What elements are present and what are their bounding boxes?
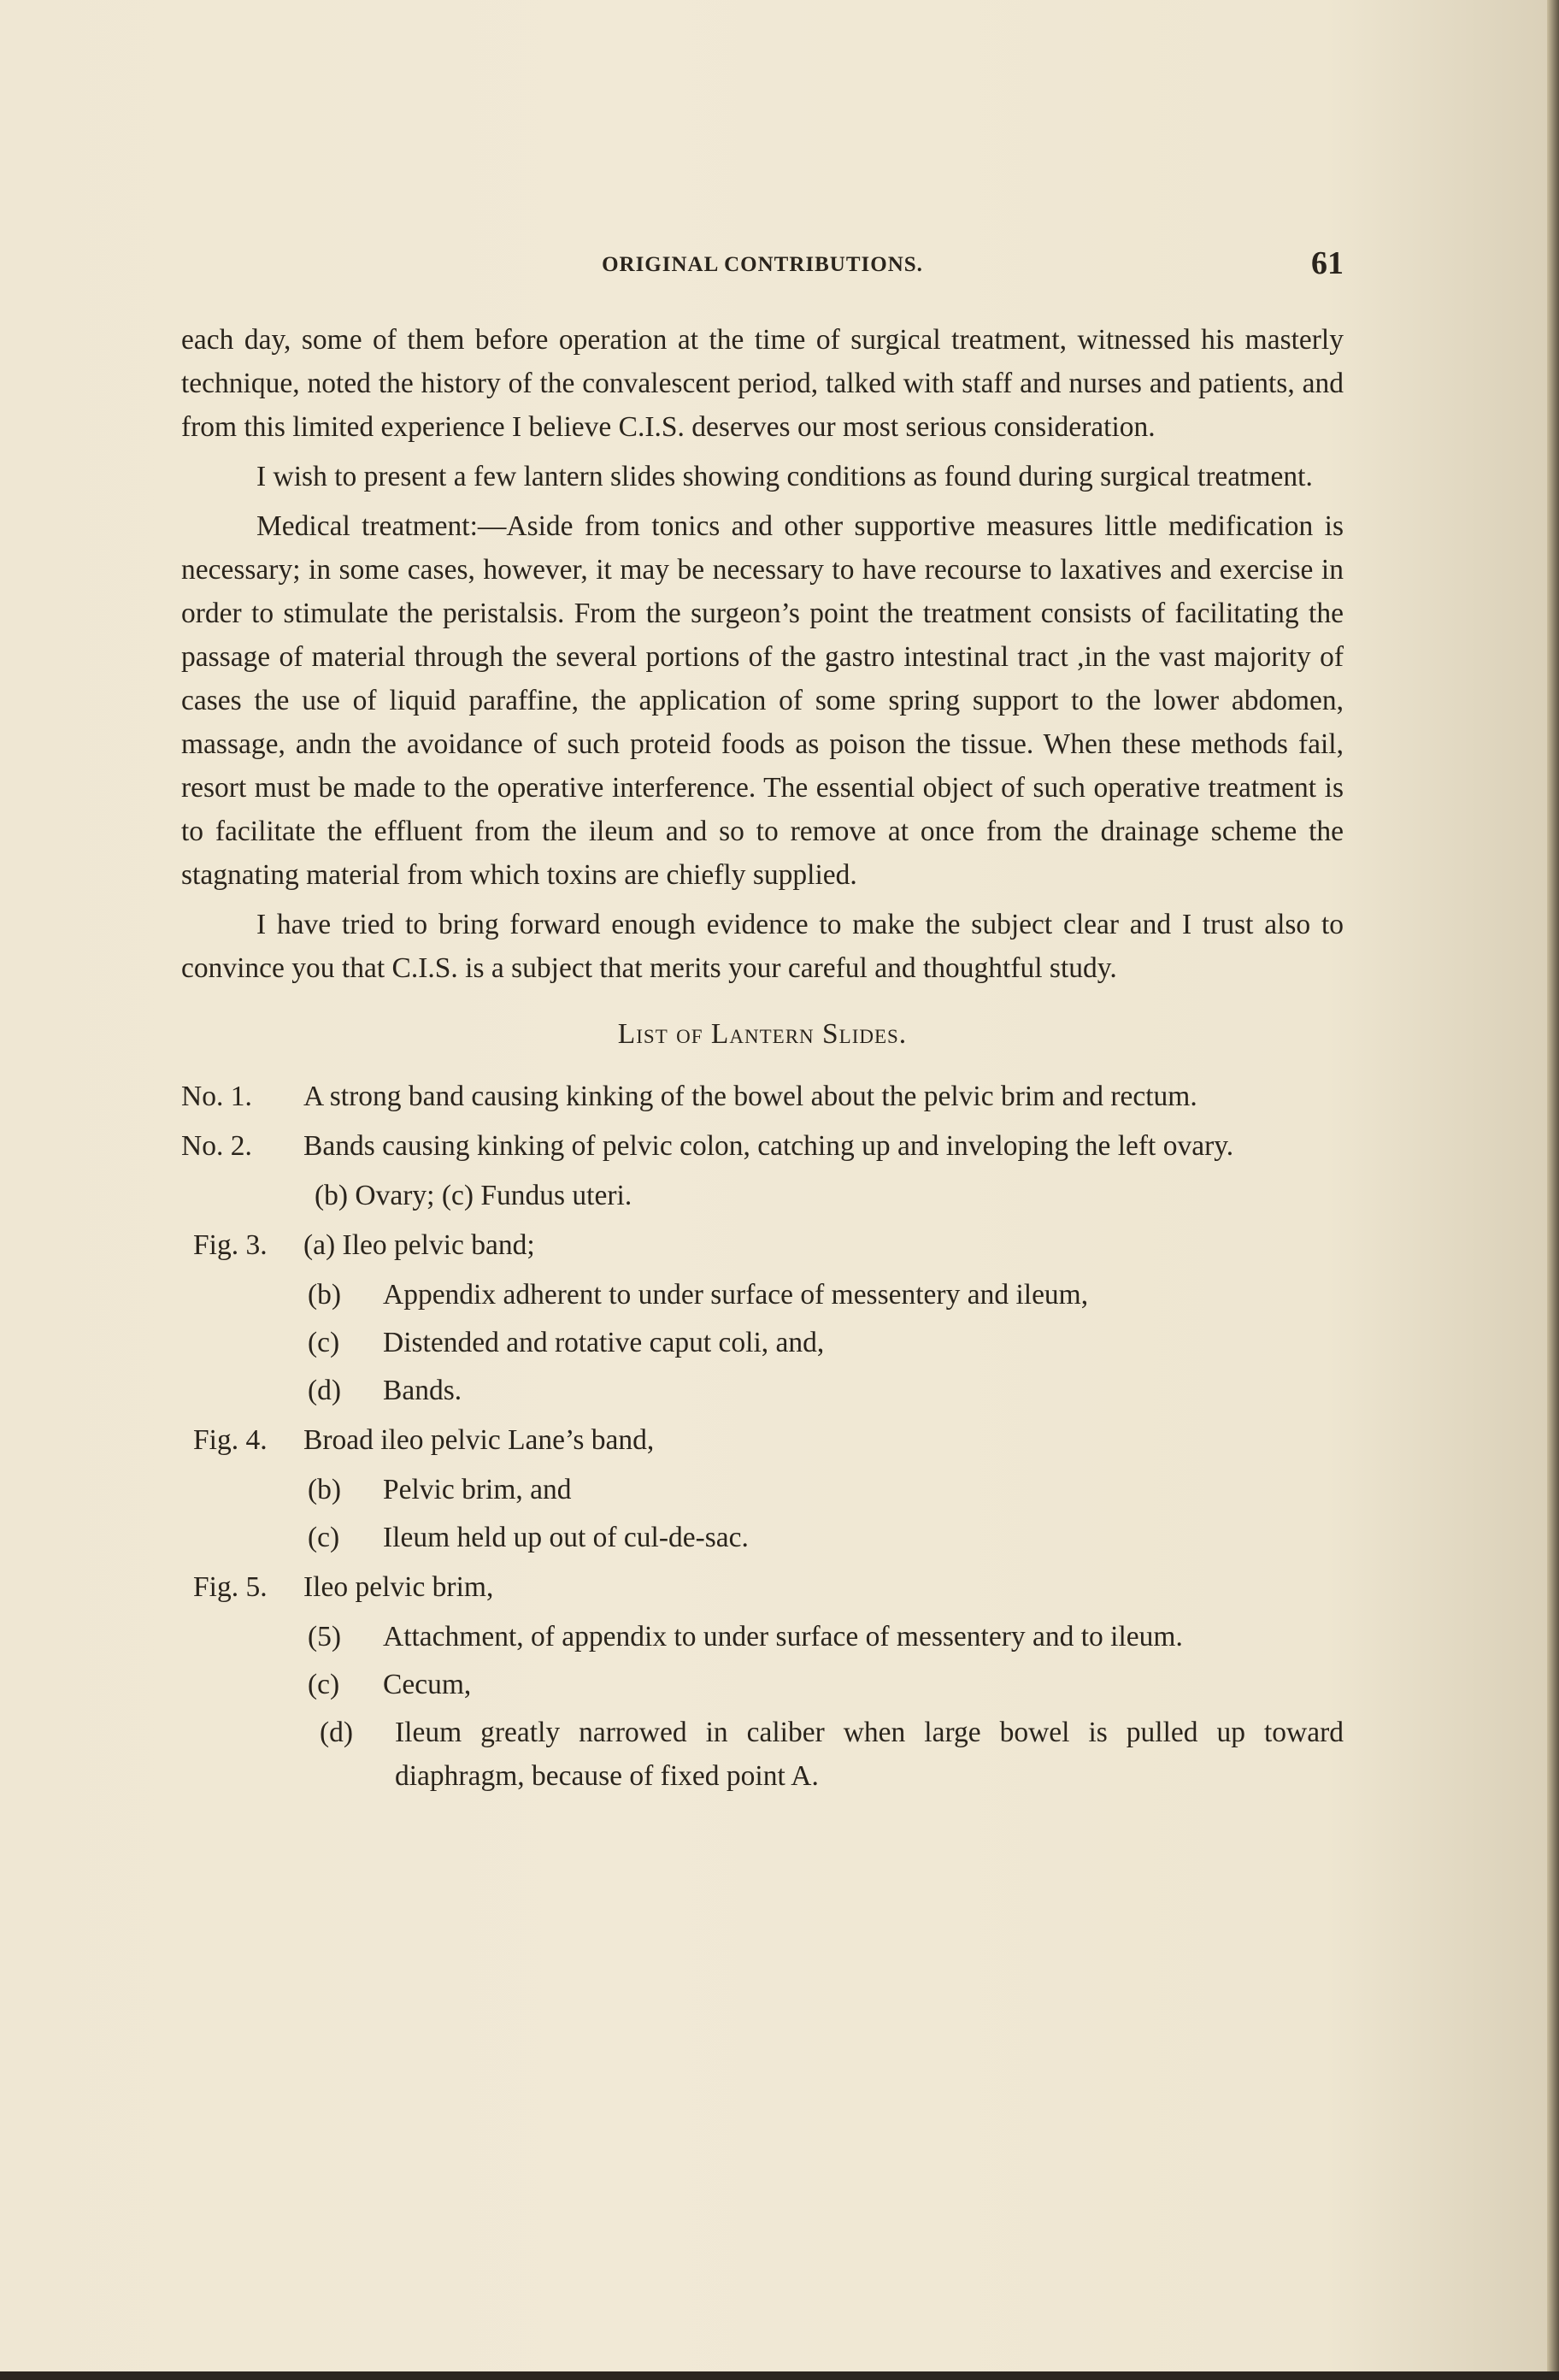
page-number: 61 xyxy=(1311,245,1344,281)
slide-subitem xyxy=(181,1174,1344,1217)
slide-subitem-label: (c) xyxy=(308,1522,340,1553)
slide-label: No. 1. xyxy=(181,1081,252,1112)
slides-list xyxy=(181,1075,1344,1798)
slide-subitem-text: Bands. xyxy=(383,1375,462,1406)
slide-subitem xyxy=(181,1615,1344,1658)
page-header xyxy=(181,244,1344,287)
slide-subitem xyxy=(181,1321,1344,1364)
slide-subitem-label: (d) xyxy=(308,1375,342,1406)
slide-text: Broad ileo pelvic Lane’s band, xyxy=(303,1424,655,1456)
slide-item xyxy=(181,1124,1344,1168)
slide-subitem-text: Appendix adherent to under surface of messentery and ileum, xyxy=(383,1279,1089,1311)
slide-text: (a) Ileo pelvic band; xyxy=(303,1229,535,1261)
running-head: ORIGINAL CONTRIBUTIONS. xyxy=(602,253,923,276)
slide-subitem-label: (c) xyxy=(308,1669,340,1700)
slide-subitem-text: Attachment, of appendix to under surface of messentery and to ileum. xyxy=(383,1621,1183,1652)
slides-list-title: List of Lantern Slides. xyxy=(617,1018,908,1050)
slide-subitem-text: (b) Ovary; (c) Fundus uteri. xyxy=(315,1180,632,1211)
slide-subitem-label: (d) xyxy=(320,1717,354,1748)
slide-label: Fig. 4. xyxy=(193,1424,268,1456)
slide-label: No. 2. xyxy=(181,1130,252,1162)
slide-label: Fig. 3. xyxy=(193,1229,268,1261)
slide-subitem xyxy=(181,1711,1344,1798)
slide-subitem-text: Pelvic brim, and xyxy=(383,1474,572,1505)
slide-text: Bands causing kinking of pelvic colon, catching up and inveloping the left ovary. xyxy=(303,1130,1234,1162)
slide-item xyxy=(181,1565,1344,1609)
slide-subitem-text: Ileum greatly narrowed in caliber when large bowel is pulled up toward diaphragm, because of fixed point A. xyxy=(395,1717,1344,1792)
slide-item xyxy=(181,1418,1344,1462)
slide-subitem xyxy=(181,1516,1344,1559)
slide-subitem-label: (b) xyxy=(308,1474,342,1505)
slide-subitem xyxy=(181,1663,1344,1706)
page-body xyxy=(181,318,1344,1802)
slide-text: Ileo pelvic brim, xyxy=(303,1571,494,1603)
paragraph-lantern-slides: I wish to present a few lantern slides showing conditions as found during surgical treatment. xyxy=(256,461,1313,492)
paragraph-medical-treatment: Medical treatment:—Aside from tonics and other supportive measures little medification is necessary; in some cases, however, it may be necessary to have recourse to laxatives and exercise in order to stimulate the peristalsis. From the surgeon’s point the treatment consists of facilitating the passage of material through the several portions of the gastro intestinal tract ,in the vast majority of cases the use of liquid paraffine, the application of some spring support to the lower abdomen, massage, andn the avoidance of such proteid foods as poison the tissue. When these methods fail, resort must be made to the operative interference. The essential object of such operative treatment is to facilitate the effluent from the ileum and so to remove at once from the drainage scheme the stagnating material from which toxins are chiefly supplied. xyxy=(181,510,1344,891)
slide-subitem-text: Distended and rotative caput coli, and, xyxy=(383,1327,825,1358)
slide-subitem xyxy=(181,1468,1344,1511)
page-edge-shadow xyxy=(1547,0,1559,2380)
slide-subitem xyxy=(181,1369,1344,1412)
slide-subitem-text: Ileum held up out of cul-de-sac. xyxy=(383,1522,749,1553)
slide-item xyxy=(181,1075,1344,1118)
page-bottom-edge xyxy=(0,2371,1559,2380)
slide-label: Fig. 5. xyxy=(193,1571,268,1603)
slide-subitem-label: (b) xyxy=(308,1279,342,1311)
slide-item xyxy=(181,1223,1344,1267)
slide-subitem-text: Cecum, xyxy=(383,1669,472,1700)
paragraph-continuation: each day, some of them before operation at the time of surgical treatment, witnessed his masterly technique, noted the history of the convalescent period, talked with staff and nurses and patients, and from this limited experience I believe C.I.S. deserves our most serious consideration. xyxy=(181,324,1344,443)
slide-text: A strong band causing kinking of the bowel about the pelvic brim and rectum. xyxy=(303,1081,1197,1112)
slide-subitem xyxy=(181,1273,1344,1317)
slide-subitem-label: (5) xyxy=(308,1621,342,1652)
paragraph-conclusion: I have tried to bring forward enough evidence to make the subject clear and I trust also to convince you that C.I.S. is a subject that merits your careful and thoughtful study. xyxy=(181,909,1344,984)
slide-subitem-label: (c) xyxy=(308,1327,340,1358)
